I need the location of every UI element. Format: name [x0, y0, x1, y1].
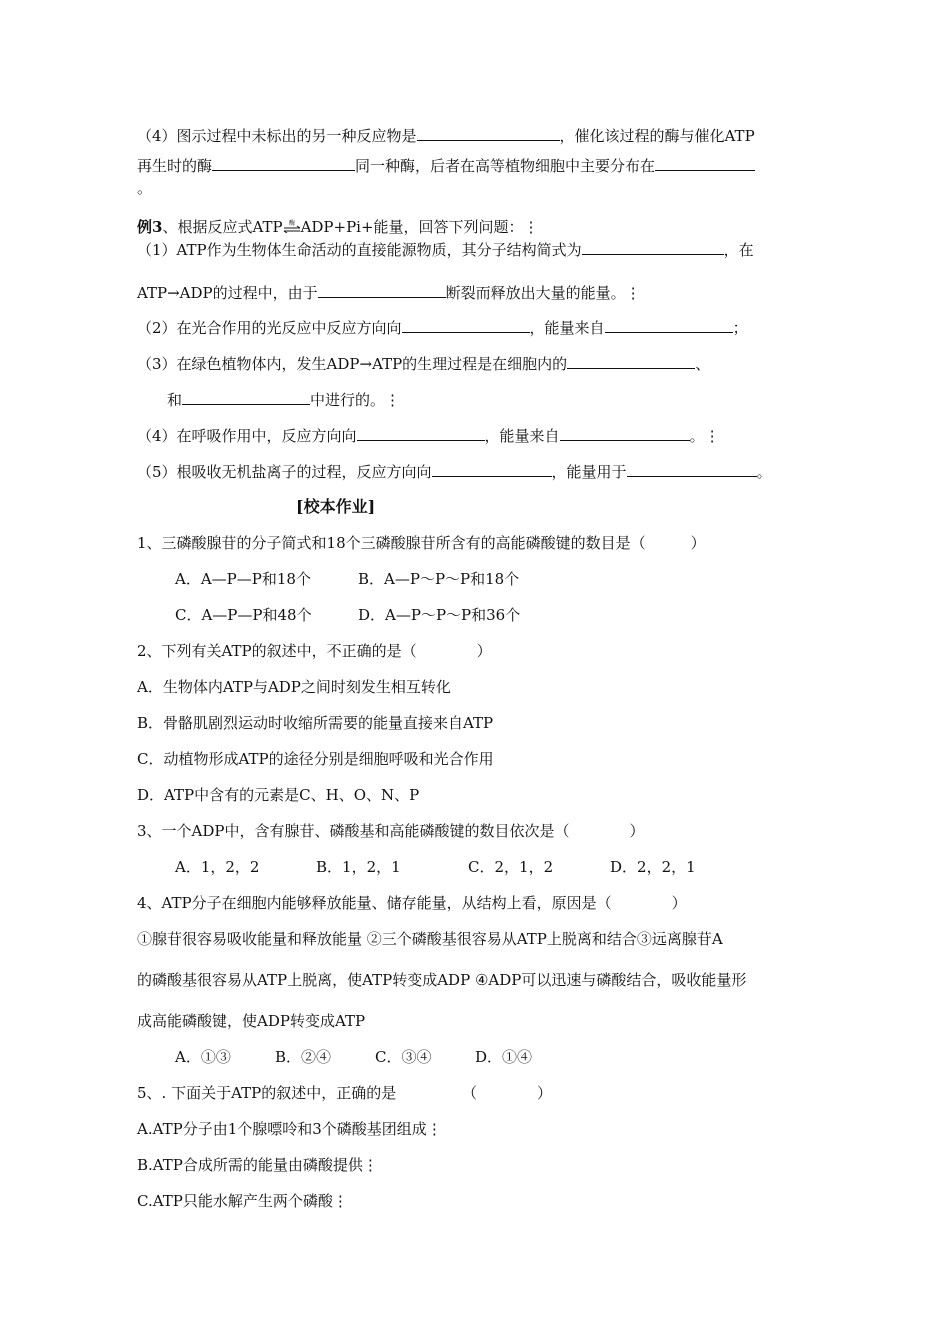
example3-q1-line1: （1）ATP作为生物体生命活动的直接能源物质，其分子结构简式为 ，在: [137, 241, 754, 259]
answer-blank[interactable]: [655, 156, 755, 171]
section-title: [校本作业]: [296, 497, 376, 516]
hw-q3-option-c[interactable]: C．2，1，2: [468, 858, 554, 876]
hw-q4-statement-line3: 成高能磷酸键，使ADP转变成ATP: [137, 1012, 366, 1030]
hw-q5-option-a[interactable]: A.ATP分子由1个腺嘌呤和3个磷酸基团组成⋮: [137, 1120, 442, 1138]
answer-blank[interactable]: [627, 462, 757, 477]
hw-q2-option-a[interactable]: A．生物体内ATP与ADP之间时刻发生相互转化: [137, 678, 451, 696]
hw-q4-option-b[interactable]: B．②④: [275, 1048, 332, 1066]
prev-q4-line3: 。: [137, 179, 153, 197]
example3-q3-line2: 和 中进行的。⋮: [167, 391, 401, 409]
hw-q2-option-d[interactable]: D．ATP中含有的元素是C、H、O、N、P: [137, 786, 420, 804]
answer-blank[interactable]: [318, 283, 446, 298]
hw-q4-option-a[interactable]: A．①③: [175, 1048, 231, 1066]
hw-q1: 1、三磷酸腺苷的分子简式和18个三磷酸腺苷所含有的高能磷酸键的数目是（ ）: [137, 534, 706, 552]
hw-q5-option-b[interactable]: B.ATP合成所需的能量由磷酸提供⋮: [137, 1156, 378, 1174]
example-label: 例3: [137, 218, 163, 236]
hw-q4-option-c[interactable]: C．③④: [375, 1048, 432, 1066]
hw-q1-option-b[interactable]: B．A—P～P～P和18个: [358, 570, 520, 588]
hw-q2: 2、下列有关ATP的叙述中，不正确的是（ ）: [137, 642, 492, 660]
hw-q4-statement-line1: ①腺苷很容易吸收能量和释放能量 ②三个磷酸基很容易从ATP上脱离和结合③远离腺苷A: [137, 930, 723, 948]
hw-q4-option-d[interactable]: D．①④: [475, 1048, 533, 1066]
answer-blank[interactable]: [182, 390, 310, 405]
hw-q1-option-d[interactable]: D．A—P～P～P和36个: [358, 606, 521, 624]
prev-q4-line1: （4）图示过程中未标出的另一种反应物是 ，催化该过程的酶与催化ATP: [137, 127, 755, 145]
hw-q1-option-c[interactable]: C．A—P—P和48个: [175, 606, 312, 624]
hw-q1-option-a[interactable]: A．A—P—P和18个: [175, 570, 311, 588]
prev-q4-line2: 再生时的酶 同一种酶，后者在高等植物细胞中主要分布在: [137, 156, 755, 176]
enzyme-label: 酶: [288, 220, 295, 227]
example3-q5: （5）根吸收无机盐离子的过程，反应方向向 ，能量用于 。: [137, 463, 772, 481]
answer-blank[interactable]: [357, 426, 485, 441]
hw-q2-option-c[interactable]: C．动植物形成ATP的途径分别是细胞呼吸和光合作用: [137, 750, 494, 768]
example3-q4: （4）在呼吸作用中，反应方向向 ，能量来自 。⋮: [137, 427, 720, 445]
hw-q3-option-d[interactable]: D．2，2，1: [610, 858, 696, 876]
hw-q5: 5、. 下面关于ATP的叙述中，正确的是: [137, 1084, 397, 1102]
answer-blank[interactable]: [432, 462, 552, 477]
answer-blank[interactable]: [605, 318, 733, 333]
hw-q4-statement-line2: 的磷酸基很容易从ATP上脱离，使ATP转变成ADP ④ADP可以迅速与磷酸结合，吸收能量形: [137, 971, 747, 989]
example3-intro: 例3、根据反应式ATP 酶 ADP+Pi+能量，回答下列问题：⋮: [137, 218, 539, 236]
answer-blank[interactable]: [417, 126, 560, 141]
answer-blank[interactable]: [212, 156, 355, 171]
answer-blank[interactable]: [560, 426, 690, 441]
example3-q2: （2）在光合作用的光反应中反应方向向 ，能量来自 ；: [137, 319, 748, 337]
answer-blank[interactable]: [582, 240, 724, 255]
answer-blank[interactable]: [567, 354, 695, 369]
hw-q2-option-b[interactable]: B．骨骼肌剧烈运动时收缩所需要的能量直接来自ATP: [137, 714, 494, 732]
hw-q5-option-c[interactable]: C.ATP只能水解产生两个磷酸⋮: [137, 1192, 348, 1210]
reversible-reaction-arrow-icon: [283, 219, 301, 233]
example3-q3-line1: （3）在绿色植物体内，发生ADP→ATP的生理过程是在细胞内的 、: [137, 355, 711, 373]
answer-blank[interactable]: [402, 318, 530, 333]
hw-q4: 4、ATP分子在细胞内能够释放能量、储存能量，从结构上看，原因是（ ）: [137, 894, 687, 912]
hw-q5-answer-paren[interactable]: （ ）: [462, 1084, 553, 1102]
hw-q3-option-b[interactable]: B．1，2，1: [316, 858, 401, 876]
hw-q3: 3、一个ADP中，含有腺苷、磷酸基和高能磷酸键的数目依次是（ ）: [137, 822, 645, 840]
example3-q1-line2: ATP→ADP的过程中，由于 断裂而释放出大量的能量。⋮: [137, 284, 641, 302]
hw-q3-option-a[interactable]: A．1，2，2: [175, 858, 260, 876]
